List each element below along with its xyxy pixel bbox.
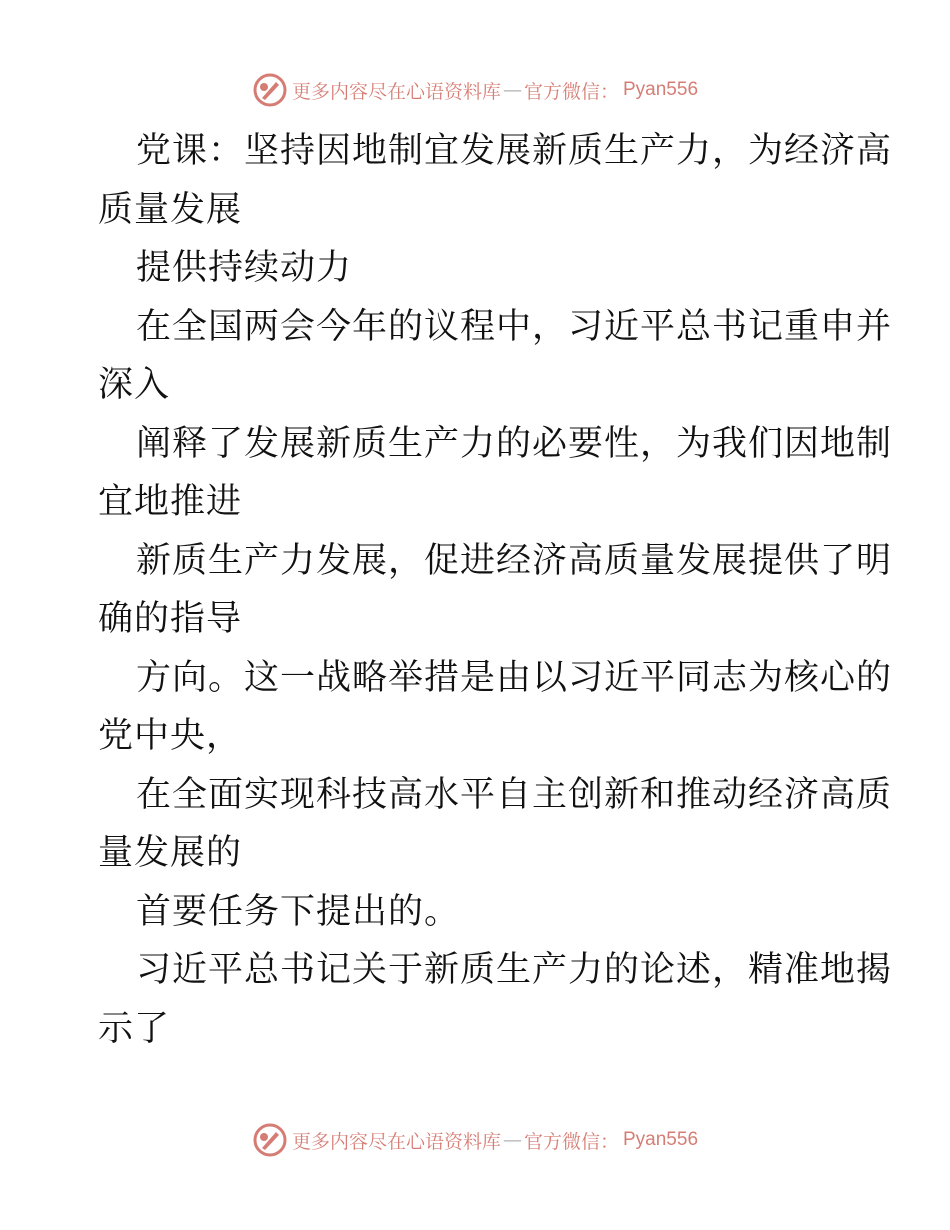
watermark-separator: — [502,1129,522,1151]
body-line: 习近平总书记关于新质生产力的论述，精准地揭 [136,950,893,990]
body-line: 提供持续动力 [136,248,353,288]
body-line: 方向。这一战略举措是由以习近平同志为核心的 [136,657,893,698]
body-line: 量发展的 [98,833,243,873]
watermark-text: 更多内容尽在心语资料库 [291,1130,501,1153]
watermark-wechat-label: 官方微信： [523,1130,619,1153]
body-line: 党课：坚持因地制宜发展新质生产力，为经济高 [136,131,893,171]
watermark-wechat-label: 官方微信： [523,80,619,103]
header-watermark [0,70,950,110]
body-line: 质量发展 [98,189,243,230]
body-line: 党中央， [98,716,243,756]
body-line: 深入 [98,365,171,405]
body-line: 在全国两会今年的议程中，习近平总书记重申并 [136,306,893,347]
footer-watermark [0,1120,950,1160]
quill-logo-icon [252,1122,288,1158]
watermark-separator: — [502,79,522,101]
body-line: 在全面实现科技高水平自主创新和推动经济高质 [136,774,893,815]
body-line: 新质生产力发展，促进经济高质量发展提供了明 [136,540,893,581]
body-line: 示了 [98,1008,171,1049]
document-body [98,122,893,1058]
body-line: 确的指导 [98,599,243,639]
watermark-wechat-id: Pyan556 [623,1129,699,1150]
body-line: 宜地推进 [98,482,243,522]
body-line: 首要任务下提出的。 [136,891,461,932]
quill-logo-icon [252,72,288,108]
watermark-wechat-id: Pyan556 [623,79,699,100]
watermark-text: 更多内容尽在心语资料库 [291,80,501,103]
body-line: 阐释了发展新质生产力的必要性，为我们因地制 [136,423,893,464]
